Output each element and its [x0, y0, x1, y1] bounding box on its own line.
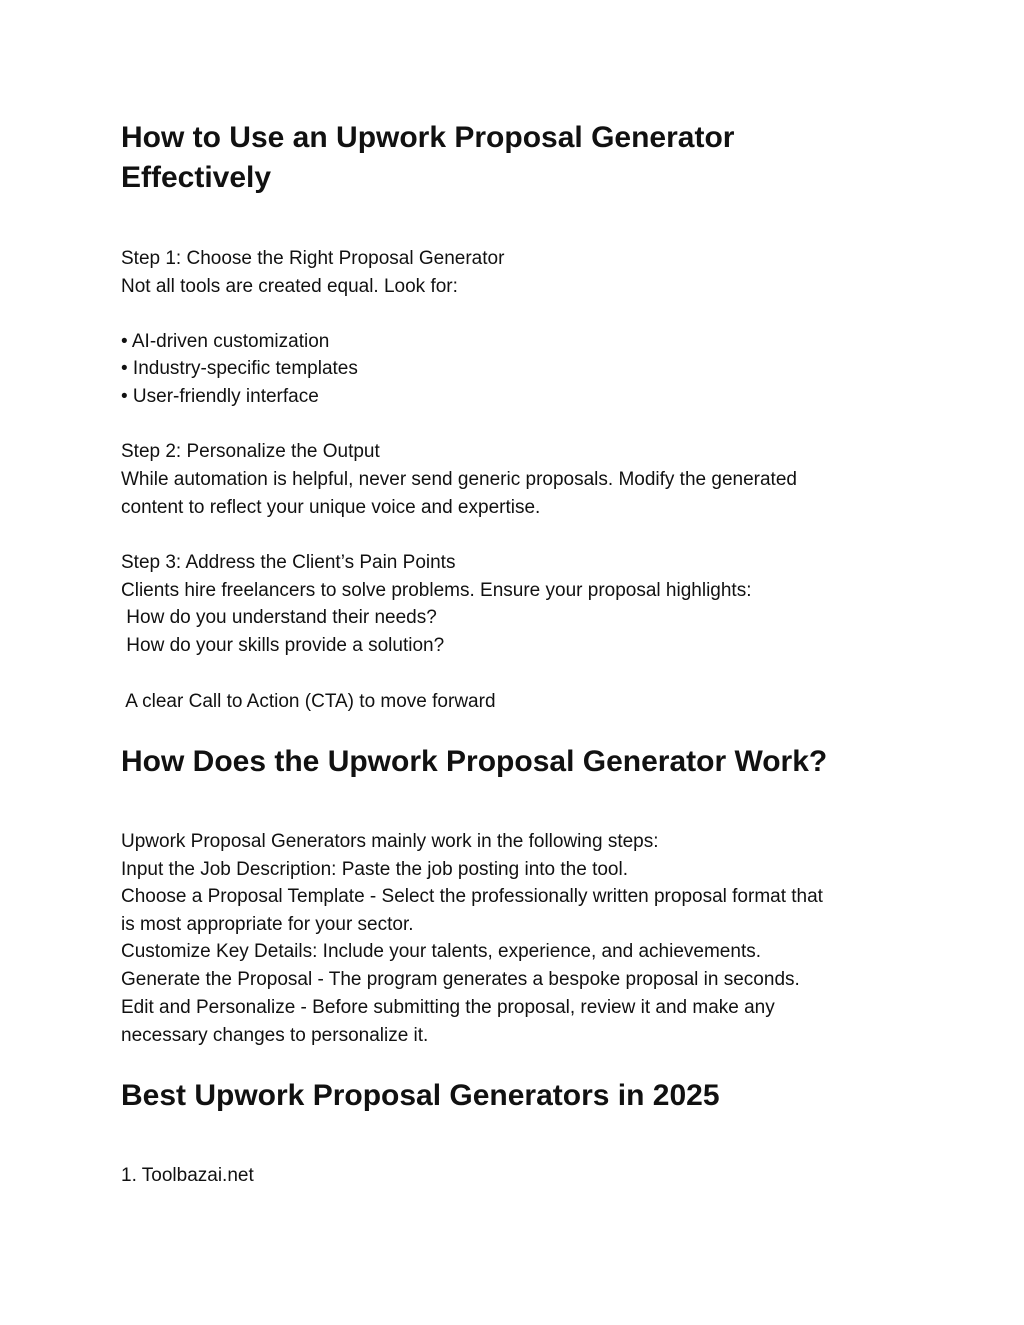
step3-cta: A clear Call to Action (CTA) to move forward: [121, 691, 496, 712]
bullet-item: • AI-driven customization: [121, 331, 330, 352]
step2-body-line-2: content to reflect your unique voice and expertise.: [121, 497, 541, 518]
bullet-item: • User-friendly interface: [121, 386, 319, 407]
how-line: Generate the Proposal - The program generates a bespoke proposal in seconds.: [121, 969, 800, 990]
step3-point: How do your skills provide a solution?: [121, 635, 445, 656]
step3-title: Step 3: Address the Client’s Pain Points: [121, 552, 456, 573]
how-line: Choose a Proposal Template - Select the professionally written proposal format that: [121, 886, 823, 907]
section-heading-best-generators: Best Upwork Proposal Generators in 2025: [121, 1079, 720, 1112]
how-line: Edit and Personalize - Before submitting the proposal, review it and make any: [121, 997, 775, 1018]
how-line: Customize Key Details: Include your talents, experience, and achievements.: [121, 941, 761, 962]
step3-intro: Clients hire freelancers to solve problems. Ensure your proposal highlights:: [121, 580, 752, 601]
main-heading-line-2: Effectively: [121, 161, 272, 194]
step3-point: How do you understand their needs?: [121, 607, 437, 628]
step2-body-line-1: While automation is helpful, never send generic proposals. Modify the generated: [121, 469, 797, 490]
bullet-item: • Industry-specific templates: [121, 358, 358, 379]
list-item: 1. Toolbazai.net: [121, 1165, 254, 1186]
step2-title: Step 2: Personalize the Output: [121, 441, 380, 462]
how-line: is most appropriate for your sector.: [121, 914, 414, 935]
how-line: Input the Job Description: Paste the job posting into the tool.: [121, 859, 628, 880]
main-heading-line-1: How to Use an Upwork Proposal Generator: [121, 121, 735, 154]
step1-intro: Not all tools are created equal. Look for:: [121, 276, 458, 297]
how-line: necessary changes to personalize it.: [121, 1025, 429, 1046]
step1-title: Step 1: Choose the Right Proposal Generator: [121, 248, 505, 269]
how-line: Upwork Proposal Generators mainly work in the following steps:: [121, 831, 659, 852]
section-heading-how-it-works: How Does the Upwork Proposal Generator Work?: [121, 745, 828, 778]
